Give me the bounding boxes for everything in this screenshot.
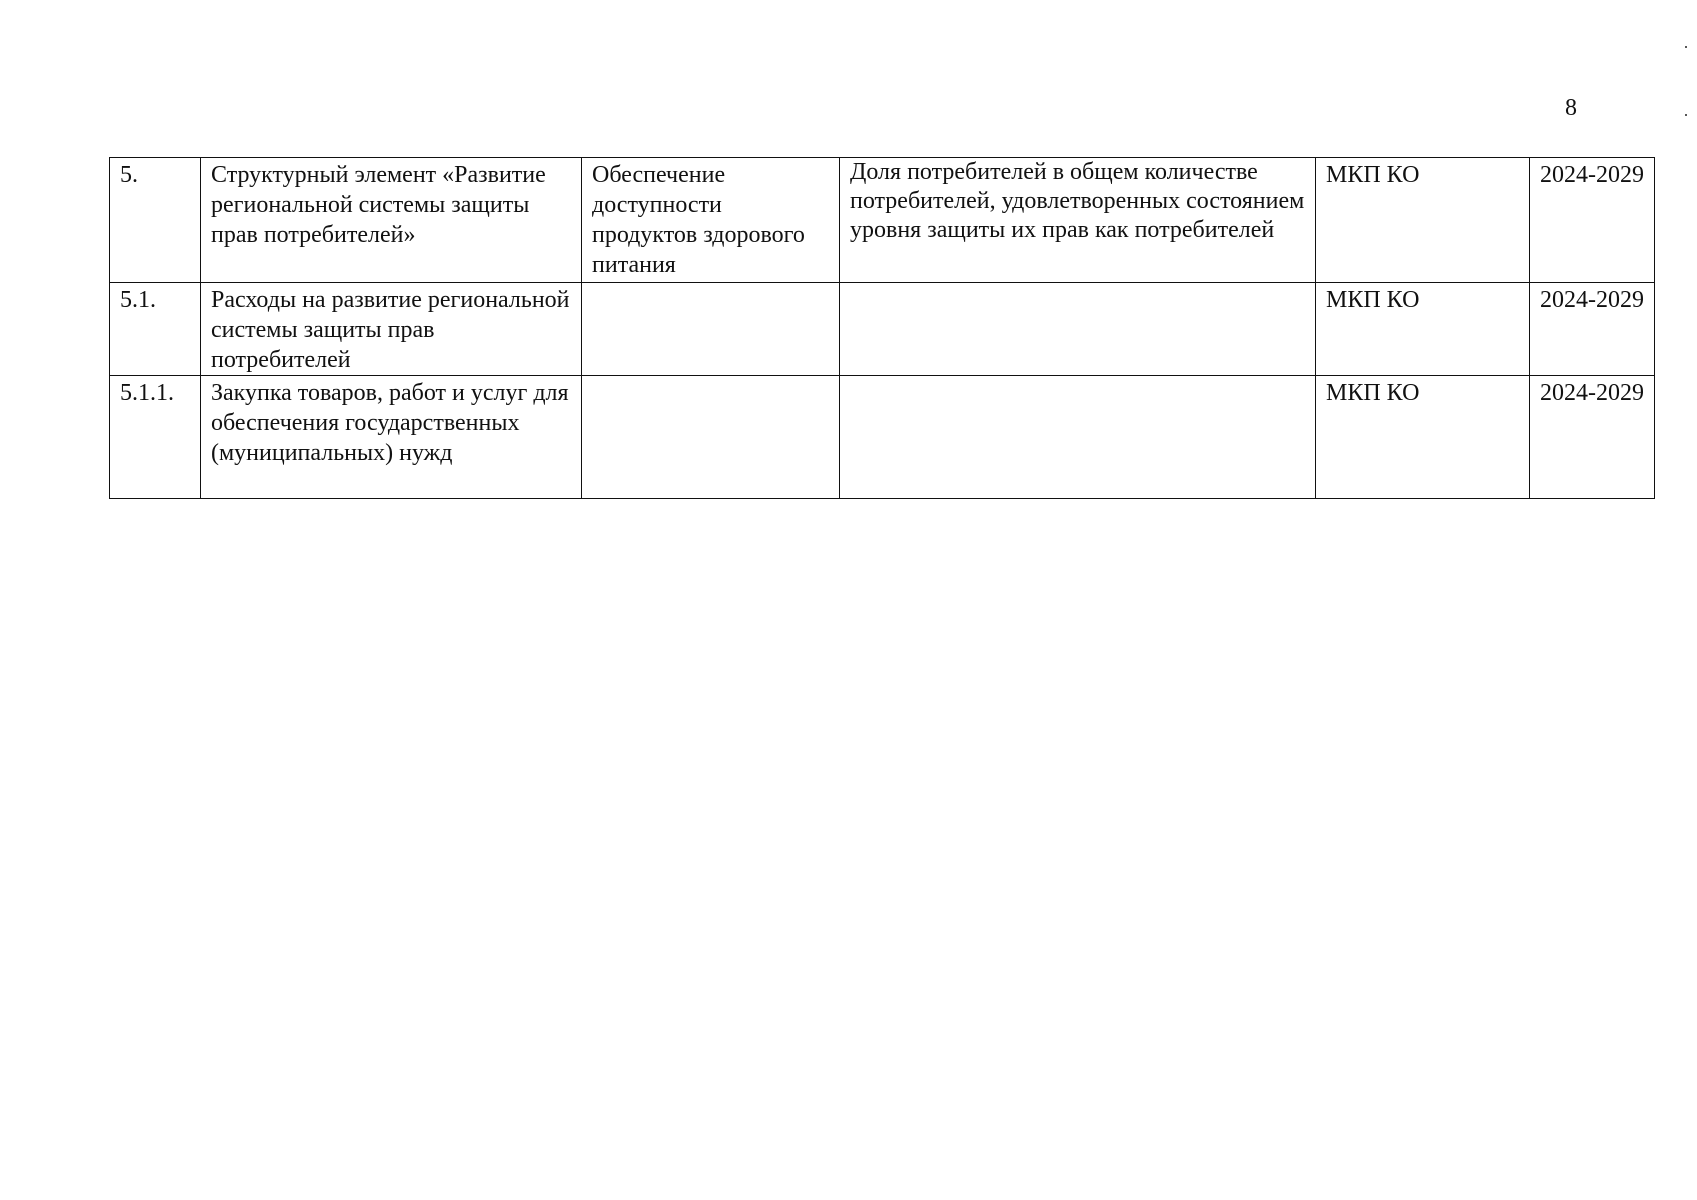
task-cell bbox=[582, 283, 840, 376]
element-name-cell: Закупка товаров, работ и услуг для обеспечения государственных (муниципальных) нужд bbox=[201, 376, 582, 499]
table-row bbox=[110, 158, 1655, 283]
scan-speck bbox=[1685, 46, 1687, 48]
row-number-cell: 5.1.1. bbox=[110, 376, 201, 499]
task-cell bbox=[582, 376, 840, 499]
task-cell: Обеспечение доступности продуктов здорового питания bbox=[582, 158, 840, 283]
indicator-cell: Доля потребителей в общем количестве потребителей, удовлетворенных состоянием уровня защиты их прав как потребителей bbox=[840, 158, 1316, 283]
row-number-cell: 5. bbox=[110, 158, 201, 283]
page-number: 8 bbox=[1565, 95, 1577, 121]
term-cell: 2024-2029 bbox=[1530, 158, 1655, 283]
table-row bbox=[110, 376, 1655, 499]
term-cell: 2024-2029 bbox=[1530, 376, 1655, 499]
responsible-cell: МКП КО bbox=[1316, 158, 1530, 283]
responsible-cell: МКП КО bbox=[1316, 283, 1530, 376]
measures-table bbox=[109, 157, 1655, 499]
term-cell: 2024-2029 bbox=[1530, 283, 1655, 376]
indicator-cell bbox=[840, 376, 1316, 499]
responsible-cell: МКП КО bbox=[1316, 376, 1530, 499]
indicator-cell bbox=[840, 283, 1316, 376]
element-name-cell: Структурный элемент «Развитие региональной системы защиты прав потребителей» bbox=[201, 158, 582, 283]
scan-speck bbox=[1685, 114, 1687, 116]
element-name-cell: Расходы на развитие региональной системы защиты прав потребителей bbox=[201, 283, 582, 376]
table-row bbox=[110, 283, 1655, 376]
row-number-cell: 5.1. bbox=[110, 283, 201, 376]
